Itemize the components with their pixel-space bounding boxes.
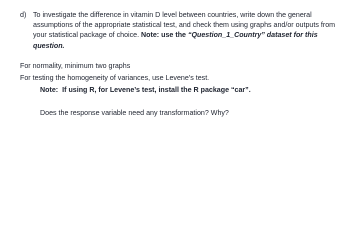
question-text <box>33 10 342 51</box>
normality-instruction: For normality, minimum two graphs <box>20 62 131 70</box>
r-note-label: Note: <box>40 86 59 94</box>
r-note-text: If using R, for Levene’s test, install the R package “car”. <box>62 86 251 94</box>
question-letter: d) <box>20 11 27 19</box>
transformation-question: Does the response variable need any transformation? Why? <box>40 109 229 117</box>
question-d <box>20 10 342 51</box>
question-note-label: Note: use the <box>141 31 186 40</box>
question-instructions: To investigate the difference in vitamin D level between countries, write down the general assumptions of the appropriate statistical test, and check them using graphs and/or outputs from your statistical package of choice. <box>33 11 336 40</box>
r-package-note <box>40 85 251 95</box>
dataset-name: “Question_1_Country” dataset for this question. <box>33 31 318 50</box>
homogeneity-instruction: For testing the homogeneity of variances, use Levene’s test. <box>20 74 210 82</box>
